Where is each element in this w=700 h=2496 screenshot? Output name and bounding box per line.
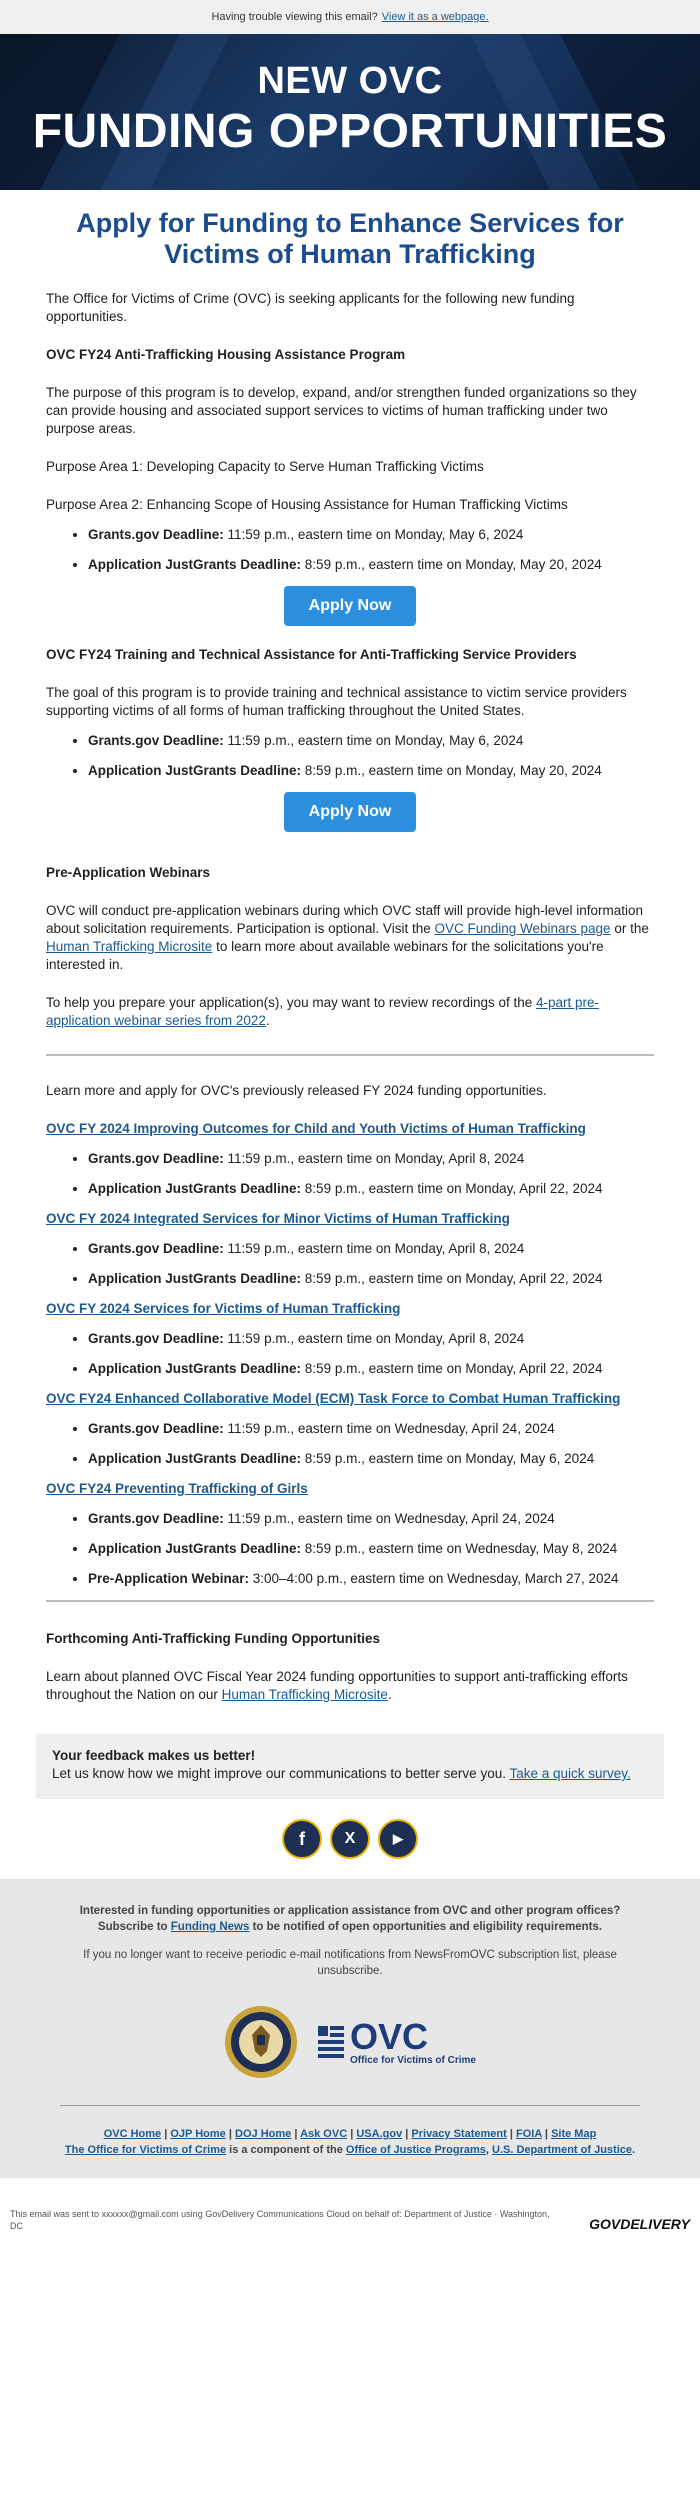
privacy-statement-link[interactable]: Privacy Statement [411, 2128, 507, 2140]
ovc-logo-subtext: Office for Victims of Crime [350, 2054, 476, 2066]
funding-news-link[interactable]: Funding News [170, 1921, 250, 1933]
program1-purpose-area-1: Purpose Area 1: Developing Capacity to Serve Human Trafficking Victims [46, 459, 484, 474]
webinars-text: OVC will conduct pre-application webinars during which OVC staff will provide high-level information about solicitation requirements. Participation is optional. Visit the OVC Funding Webinars page or the Human Trafficking Microsite to learn more about available webinars for the solicitations you're interested in. [46, 903, 649, 972]
forthcoming-title: Forthcoming Anti-Trafficking Funding Opportunities [46, 1631, 380, 1646]
youtube-icon[interactable]: ▶ [378, 1819, 418, 1859]
trouble-viewing-text: Having trouble viewing this email? [211, 11, 378, 23]
previous-opportunity-link[interactable]: OVC FY 2024 Integrated Services for Minor Victims of Human Trafficking [46, 1211, 510, 1226]
social-links [0, 1819, 700, 1859]
apply-now-button[interactable]: Apply Now [284, 586, 416, 626]
program1-purpose-area-2: Purpose Area 2: Enhancing Scope of Housing Assistance for Human Trafficking Victims [46, 497, 568, 512]
doj-link[interactable]: U.S. Department of Justice [492, 2144, 632, 2156]
forthcoming-text: Learn about planned OVC Fiscal Year 2024 funding opportunities to support anti-trafficking efforts throughout the Nation on our Human Trafficking Microsite. [46, 1669, 628, 1702]
site-map-link[interactable]: Site Map [551, 2128, 597, 2140]
list-item: • Grants.gov Deadline: 11:59 p.m., eastern time on Monday, May 6, 2024 [88, 526, 654, 544]
previous-opportunity-link[interactable]: OVC FY 2024 Improving Outcomes for Child and Youth Victims of Human Trafficking [46, 1121, 586, 1136]
list-item: • Grants.gov Deadline: 11:59 p.m., eastern time on Wednesday, April 24, 2024 [88, 1510, 654, 1528]
feedback-box [36, 1734, 664, 1799]
list-item: • Grants.gov Deadline: 11:59 p.m., eastern time on Monday, April 8, 2024 [88, 1150, 654, 1168]
x-twitter-icon[interactable]: X [330, 1819, 370, 1859]
previous-opportunity-deadlines [46, 1330, 654, 1378]
previous-opportunity-deadlines [46, 1150, 654, 1198]
sent-notice: This email was sent to xxxxxx@gmail.com using GovDelivery Communications Cloud on behalf of: Department of Justice · Washington, DC [10, 2209, 550, 2231]
list-item: • Grants.gov Deadline: 11:59 p.m., eastern time on Wednesday, April 24, 2024 [88, 1420, 654, 1438]
webinar-series-2022-link[interactable]: 4-part pre-application webinar series from 2022 [46, 995, 600, 1028]
bottom-strip [0, 2178, 700, 2232]
doj-seal-logo [224, 2005, 298, 2079]
intro-text: The Office for Victims of Crime (OVC) is seeking applicants for the following new funding opportunities. [46, 291, 575, 324]
ask-ovc-link[interactable]: Ask OVC [300, 2128, 348, 2140]
program2-description: The goal of this program is to provide training and technical assistance to victim service providers supporting victims of all forms of human trafficking throughout the United States. [46, 685, 627, 718]
webinars-title: Pre-Application Webinars [46, 865, 211, 880]
list-item: • Grants.gov Deadline: 11:59 p.m., eastern time on Monday, April 8, 2024 [88, 1240, 654, 1258]
program1-description: The purpose of this program is to develop, expand, and/or strengthen funded organizations so they can provide housing and associated support services to victims of human trafficking under two purpose areas. [46, 385, 637, 436]
previous-intro: Learn more and apply for OVC's previously released FY 2024 funding opportunities. [46, 1083, 547, 1098]
list-item: • Application JustGrants Deadline: 8:59 p.m., eastern time on Monday, May 6, 2024 [88, 1450, 654, 1468]
footer-nav-links: OVC Home | OJP Home | DOJ Home | Ask OVC | USA.gov | Privacy Statement | FOIA | Site Map [103, 2128, 597, 2140]
flag-icon [316, 2022, 346, 2062]
previous-opportunity-deadlines [46, 1240, 654, 1288]
program2-title: OVC FY24 Training and Technical Assistance for Anti-Trafficking Service Providers [46, 647, 577, 662]
ovc-funding-webinars-link[interactable]: OVC Funding Webinars page [434, 921, 611, 936]
previous-opportunity-link[interactable]: OVC FY24 Preventing Trafficking of Girls [46, 1481, 308, 1496]
view-as-webpage-bar [0, 0, 700, 34]
banner-title-line2: FUNDING OPPORTUNITIES [32, 105, 668, 158]
govdelivery-logo: GOVDELIVERY [589, 2216, 690, 2232]
footer-component-text: The Office for Victims of Crime is a component of the Office of Justice Programs, U.S. Department of Justice. [64, 2144, 636, 2156]
program2-deadlines [46, 732, 654, 780]
ovc-home-link[interactable]: OVC Home [103, 2128, 162, 2140]
human-trafficking-microsite-link[interactable]: Human Trafficking Microsite [221, 1687, 388, 1702]
apply-now-button[interactable]: Apply Now [284, 792, 416, 832]
list-item: • Pre-Application Webinar: 3:00–4:00 p.m., eastern time on Wednesday, March 27, 2024 [88, 1570, 654, 1588]
ovc-logo-text: OVC [350, 2015, 429, 2057]
survey-link[interactable]: Take a quick survey. [509, 1766, 631, 1781]
feedback-text: Let us know how we might improve our communications to better serve you. Take a quick survey. [52, 1766, 631, 1781]
ojp-link[interactable]: Office of Justice Programs [345, 2144, 486, 2156]
footer [0, 1879, 700, 2178]
main-content [0, 208, 700, 1704]
webinar-recordings-text: To help you prepare your application(s), you may want to review recordings of the 4-part pre-application webinar series from 2022. [46, 995, 600, 1028]
view-webpage-link[interactable]: View it as a webpage. [381, 11, 489, 23]
previous-opportunity-deadlines [46, 1510, 654, 1588]
program1-title: OVC FY24 Anti-Trafficking Housing Assistance Program [46, 347, 406, 362]
ovc-logo [316, 2015, 476, 2066]
previous-opportunity-link[interactable]: OVC FY 2024 Services for Victims of Human Trafficking [46, 1301, 401, 1316]
banner-title-line1: NEW OVC [257, 60, 443, 102]
ojp-home-link[interactable]: OJP Home [170, 2128, 226, 2140]
divider [46, 1054, 654, 1056]
list-item: • Application JustGrants Deadline: 8:59 p.m., eastern time on Wednesday, May 8, 2024 [88, 1540, 654, 1558]
list-item: • Application JustGrants Deadline: 8:59 p.m., eastern time on Monday, April 22, 2024 [88, 1180, 654, 1198]
list-item: • Application JustGrants Deadline: 8:59 p.m., eastern time on Monday, April 22, 2024 [88, 1270, 654, 1288]
program1-deadlines [46, 526, 654, 574]
list-item: • Application JustGrants Deadline: 8:59 p.m., eastern time on Monday, April 22, 2024 [88, 1360, 654, 1378]
list-item: • Application JustGrants Deadline: 8:59 p.m., eastern time on Monday, May 20, 2024 [88, 762, 654, 780]
facebook-icon[interactable]: f [282, 1819, 322, 1859]
list-item: • Application JustGrants Deadline: 8:59 p.m., eastern time on Monday, May 20, 2024 [88, 556, 654, 574]
divider [46, 1600, 654, 1602]
usa-gov-link[interactable]: USA.gov [356, 2128, 403, 2140]
human-trafficking-microsite-link[interactable]: Human Trafficking Microsite [46, 939, 213, 954]
foia-link[interactable]: FOIA [515, 2128, 542, 2140]
headline: Apply for Funding to Enhance Services for Victims of Human Trafficking [76, 208, 624, 269]
footer-subscribe-text: Interested in funding opportunities or application assistance from OVC and other program offices? Subscribe to Funding News to be notified of open opportunities and eligibility requirements. [79, 1905, 621, 1933]
feedback-title: Your feedback makes us better! [52, 1748, 256, 1763]
doj-home-link[interactable]: DOJ Home [235, 2128, 292, 2140]
header-banner [0, 34, 700, 190]
previous-opportunity-link[interactable]: OVC FY24 Enhanced Collaborative Model (ECM) Task Force to Combat Human Trafficking [46, 1391, 621, 1406]
list-item: • Grants.gov Deadline: 11:59 p.m., eastern time on Monday, May 6, 2024 [88, 732, 654, 750]
footer-logos [60, 2005, 640, 2079]
previous-opportunity-deadlines [46, 1420, 654, 1468]
unsubscribe-text: If you no longer want to receive periodic e-mail notifications from NewsFromOVC subscription list, please unsubscribe. [83, 1949, 617, 1977]
divider [60, 2105, 640, 2106]
ovc-link[interactable]: The Office for Victims of Crime [64, 2144, 227, 2156]
list-item: • Grants.gov Deadline: 11:59 p.m., eastern time on Monday, April 8, 2024 [88, 1330, 654, 1348]
